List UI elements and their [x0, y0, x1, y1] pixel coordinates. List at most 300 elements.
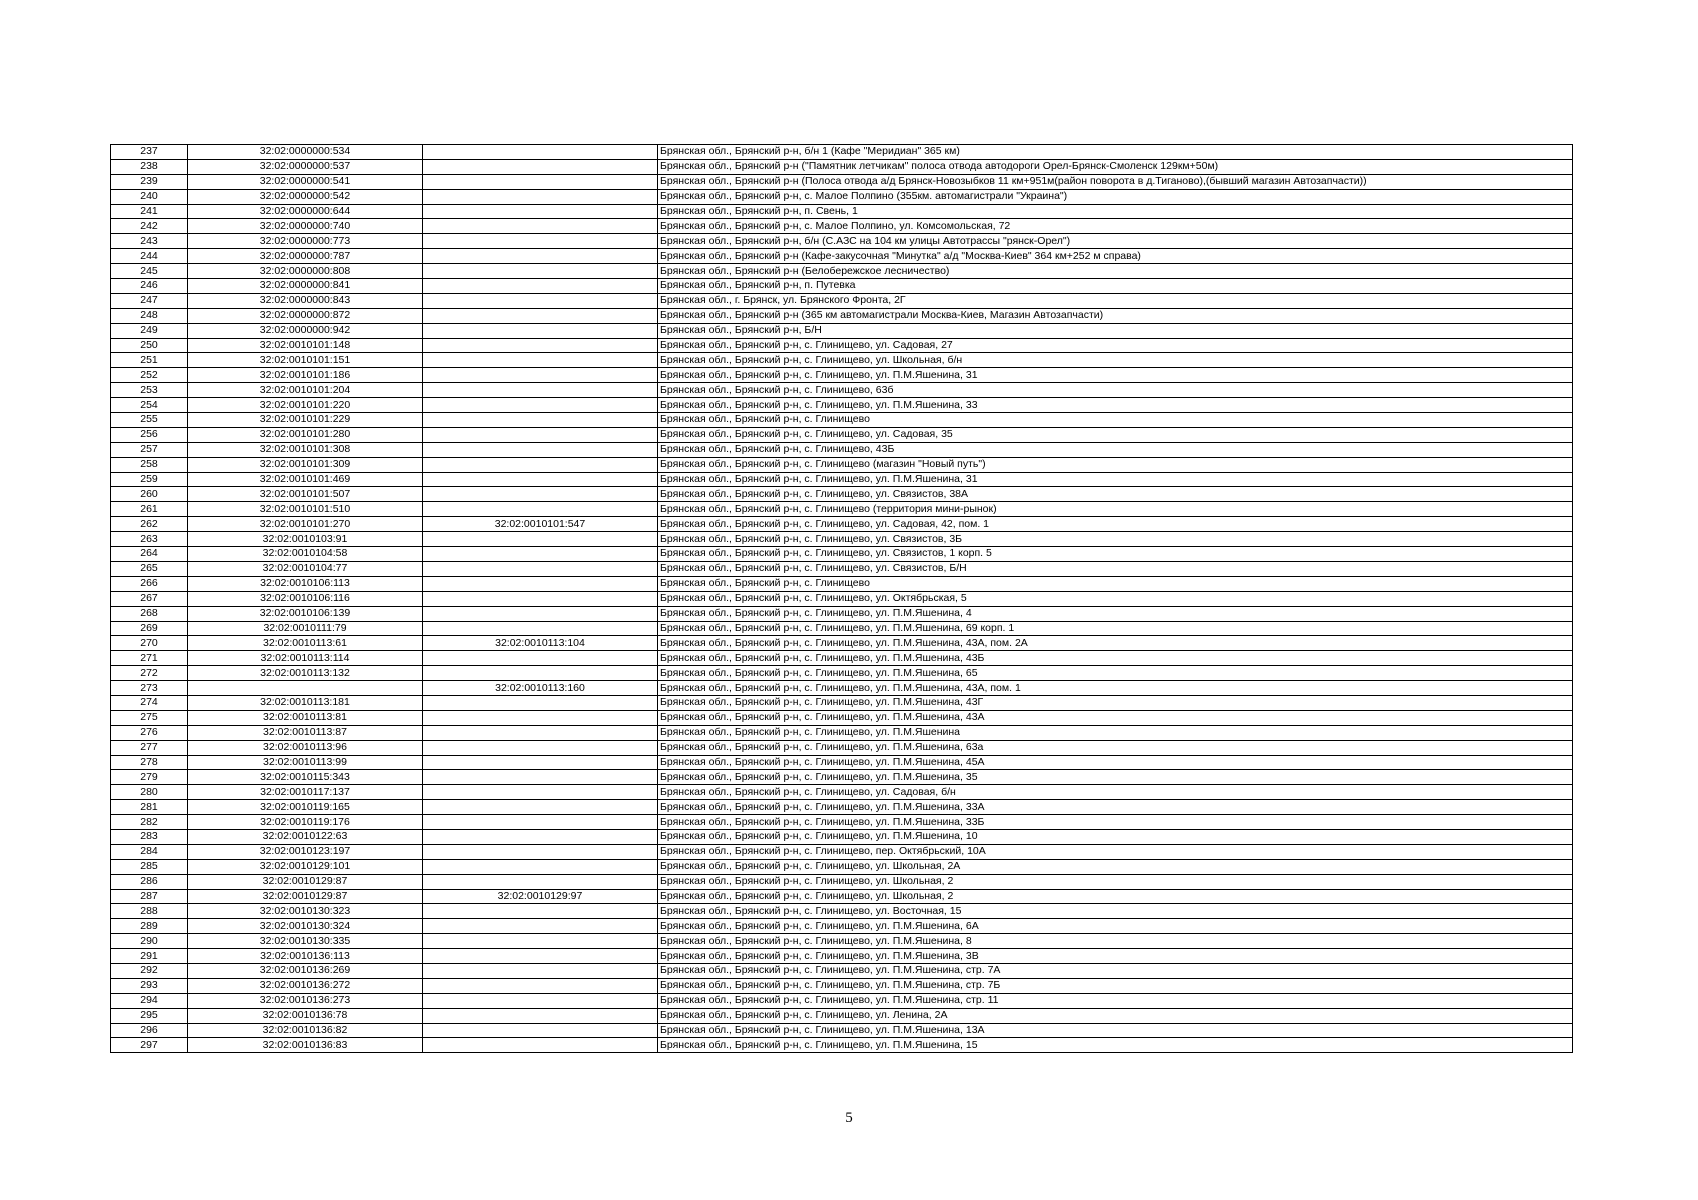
table-row: [111, 934, 1573, 949]
table-row: [111, 755, 1573, 770]
related-cadastral-number-cell: [423, 949, 658, 964]
row-number-cell: 262: [111, 517, 188, 532]
address-cell: Брянская обл., Брянский р-н, б/н (С.АЗС на 104 км улицы Автотрассы "рянск-Орел"): [658, 234, 1573, 249]
row-number-cell: 256: [111, 427, 188, 442]
related-cadastral-number-cell: [423, 308, 658, 323]
row-number-cell: 240: [111, 189, 188, 204]
cadastral-number-cell: 32:02:0010101:309: [188, 457, 423, 472]
table-row: [111, 651, 1573, 666]
related-cadastral-number-cell: [423, 234, 658, 249]
table-row: [111, 547, 1573, 562]
related-cadastral-number-cell: [423, 770, 658, 785]
related-cadastral-number-cell: 32:02:0010113:160: [423, 681, 658, 696]
row-number-cell: 260: [111, 487, 188, 502]
table-row: [111, 427, 1573, 442]
table-row: [111, 264, 1573, 279]
row-number-cell: 274: [111, 695, 188, 710]
table-row: [111, 874, 1573, 889]
cadastral-number-cell: 32:02:0000000:787: [188, 249, 423, 264]
address-cell: Брянская обл., Брянский р-н, с. Глинищево, ул. Школьная, 2: [658, 889, 1573, 904]
address-cell: Брянская обл., Брянский р-н, с. Глинищево, ул. П.М.Яшенина, 43Г: [658, 695, 1573, 710]
table-row: [111, 591, 1573, 606]
row-number-cell: 263: [111, 532, 188, 547]
address-cell: Брянская обл., Брянский р-н, с. Глинищево: [658, 576, 1573, 591]
related-cadastral-number-cell: [423, 383, 658, 398]
cadastral-number-cell: 32:02:0010129:101: [188, 859, 423, 874]
cadastral-number-cell: 32:02:0010113:114: [188, 651, 423, 666]
row-number-cell: 278: [111, 755, 188, 770]
related-cadastral-number-cell: [423, 963, 658, 978]
row-number-cell: 288: [111, 904, 188, 919]
row-number-cell: 247: [111, 293, 188, 308]
cadastral-number-cell: 32:02:0000000:841: [188, 279, 423, 294]
row-number-cell: 255: [111, 413, 188, 428]
address-cell: Брянская обл., Брянский р-н, с. Глинищево (магазин "Новый путь"): [658, 457, 1573, 472]
related-cadastral-number-cell: [423, 591, 658, 606]
table-row: [111, 457, 1573, 472]
cadastral-number-cell: 32:02:0010136:272: [188, 978, 423, 993]
address-cell: Брянская обл., Брянский р-н, с. Глинищево, ул. П.М.Яшенина, 15: [658, 1038, 1573, 1053]
row-number-cell: 273: [111, 681, 188, 696]
cadastral-number-cell: 32:02:0010104:58: [188, 547, 423, 562]
cadastral-number-cell: 32:02:0010101:469: [188, 472, 423, 487]
related-cadastral-number-cell: [423, 710, 658, 725]
cadastral-number-cell: 32:02:0010101:308: [188, 442, 423, 457]
cadastral-number-cell: 32:02:0010113:96: [188, 740, 423, 755]
table-row: [111, 279, 1573, 294]
cadastral-number-cell: 32:02:0010136:113: [188, 949, 423, 964]
table-row: [111, 1008, 1573, 1023]
table-row: [111, 859, 1573, 874]
table-row: [111, 710, 1573, 725]
cadastral-number-cell: 32:02:0010101:186: [188, 368, 423, 383]
row-number-cell: 258: [111, 457, 188, 472]
address-cell: Брянская обл., Брянский р-н, с. Глинищево, ул. П.М.Яшенина, 33Б: [658, 815, 1573, 830]
row-number-cell: 269: [111, 621, 188, 636]
table-row: [111, 159, 1573, 174]
related-cadastral-number-cell: [423, 815, 658, 830]
address-cell: Брянская обл., Брянский р-н, с. Глинищево, пер. Октябрьский, 10А: [658, 844, 1573, 859]
address-cell: Брянская обл., Брянский р-н, с. Глинищево, 43Б: [658, 442, 1573, 457]
row-number-cell: 296: [111, 1023, 188, 1038]
cadastral-number-cell: 32:02:0000000:773: [188, 234, 423, 249]
row-number-cell: 272: [111, 666, 188, 681]
cadastral-number-cell: 32:02:0000000:740: [188, 219, 423, 234]
address-cell: Брянская обл., Брянский р-н, с. Глинищево, ул. Связистов, 38А: [658, 487, 1573, 502]
table-row: [111, 517, 1573, 532]
table-row: [111, 189, 1573, 204]
related-cadastral-number-cell: [423, 785, 658, 800]
address-cell: Брянская обл., Брянский р-н, с. Глинищево, ул. Связистов, 1 корп. 5: [658, 547, 1573, 562]
table-row: [111, 725, 1573, 740]
cadastral-number-cell: 32:02:0010106:113: [188, 576, 423, 591]
address-cell: Брянская обл., Брянский р-н, с. Глинищево, ул. Школьная, 2А: [658, 859, 1573, 874]
related-cadastral-number-cell: [423, 844, 658, 859]
address-cell: Брянская обл., Брянский р-н, Б/Н: [658, 323, 1573, 338]
address-cell: Брянская обл., Брянский р-н, с. Малое Полпино, ул. Комсомольская, 72: [658, 219, 1573, 234]
cadastral-number-cell: 32:02:0010129:87: [188, 874, 423, 889]
related-cadastral-number-cell: [423, 666, 658, 681]
cadastral-number-cell: 32:02:0010106:116: [188, 591, 423, 606]
related-cadastral-number-cell: [423, 279, 658, 294]
table-row: [111, 249, 1573, 264]
cadastral-number-cell: 32:02:0000000:542: [188, 189, 423, 204]
cadastral-number-cell: 32:02:0000000:843: [188, 293, 423, 308]
registry-table-body: [111, 145, 1573, 1053]
cadastral-number-cell: 32:02:0000000:808: [188, 264, 423, 279]
related-cadastral-number-cell: [423, 621, 658, 636]
cadastral-number-cell: 32:02:0010101:220: [188, 398, 423, 413]
table-row: [111, 234, 1573, 249]
related-cadastral-number-cell: [423, 249, 658, 264]
cadastral-number-cell: 32:02:0010101:204: [188, 383, 423, 398]
related-cadastral-number-cell: [423, 1038, 658, 1053]
address-cell: Брянская обл., Брянский р-н, с. Глинищево, ул. Садовая, 42, пом. 1: [658, 517, 1573, 532]
related-cadastral-number-cell: [423, 800, 658, 815]
address-cell: Брянская обл., Брянский р-н, с. Глинищево, ул. Связистов, Б/Н: [658, 561, 1573, 576]
registry-table: [110, 144, 1573, 1053]
address-cell: Брянская обл., Брянский р-н, с. Глинищево, ул. П.М.Яшенина, 31: [658, 472, 1573, 487]
cadastral-number-cell: 32:02:0010113:181: [188, 695, 423, 710]
cadastral-number-cell: 32:02:0010136:269: [188, 963, 423, 978]
address-cell: Брянская обл., Брянский р-н, с. Глинищево, ул. П.М.Яшенина, 69 корп. 1: [658, 621, 1573, 636]
table-row: [111, 889, 1573, 904]
table-row: [111, 398, 1573, 413]
address-cell: Брянская обл., Брянский р-н, с. Глинищево, ул. П.М.Яшенина, 8: [658, 934, 1573, 949]
cadastral-number-cell: 32:02:0010136:273: [188, 993, 423, 1008]
cadastral-number-cell: 32:02:0000000:534: [188, 145, 423, 160]
cadastral-number-cell: 32:02:0010130:335: [188, 934, 423, 949]
row-number-cell: 257: [111, 442, 188, 457]
address-cell: Брянская обл., Брянский р-н, с. Глинищево, ул. Садовая, б/н: [658, 785, 1573, 800]
row-number-cell: 283: [111, 829, 188, 844]
related-cadastral-number-cell: [423, 919, 658, 934]
table-row: [111, 606, 1573, 621]
row-number-cell: 261: [111, 502, 188, 517]
address-cell: Брянская обл., Брянский р-н, с. Глинищево, ул. П.М.Яшенина, 35: [658, 770, 1573, 785]
row-number-cell: 250: [111, 338, 188, 353]
cadastral-number-cell: 32:02:0010119:165: [188, 800, 423, 815]
address-cell: Брянская обл., Брянский р-н, с. Глинищево, ул. П.М.Яшенина, 45А: [658, 755, 1573, 770]
address-cell: Брянская обл., Брянский р-н, с. Глинищево, ул. П.М.Яшенина, 33: [658, 398, 1573, 413]
cadastral-number-cell: 32:02:0010136:83: [188, 1038, 423, 1053]
related-cadastral-number-cell: [423, 755, 658, 770]
table-row: [111, 174, 1573, 189]
row-number-cell: 268: [111, 606, 188, 621]
cadastral-number-cell: 32:02:0010117:137: [188, 785, 423, 800]
table-row: [111, 338, 1573, 353]
table-row: [111, 576, 1573, 591]
table-row: [111, 561, 1573, 576]
row-number-cell: 246: [111, 279, 188, 294]
row-number-cell: 280: [111, 785, 188, 800]
address-cell: Брянская обл., Брянский р-н, с. Глинищево, ул. П.М.Яшенина, стр. 7А: [658, 963, 1573, 978]
cadastral-number-cell: 32:02:0010101:151: [188, 353, 423, 368]
related-cadastral-number-cell: [423, 338, 658, 353]
address-cell: Брянская обл., Брянский р-н, с. Глинищево, ул. П.М.Яшенина, 43А, пом. 2А: [658, 636, 1573, 651]
cadastral-number-cell: 32:02:0010113:99: [188, 755, 423, 770]
row-number-cell: 277: [111, 740, 188, 755]
related-cadastral-number-cell: [423, 487, 658, 502]
table-row: [111, 949, 1573, 964]
related-cadastral-number-cell: [423, 904, 658, 919]
table-row: [111, 383, 1573, 398]
row-number-cell: 295: [111, 1008, 188, 1023]
row-number-cell: 284: [111, 844, 188, 859]
related-cadastral-number-cell: [423, 159, 658, 174]
related-cadastral-number-cell: [423, 829, 658, 844]
row-number-cell: 276: [111, 725, 188, 740]
related-cadastral-number-cell: [423, 740, 658, 755]
cadastral-number-cell: 32:02:0000000:541: [188, 174, 423, 189]
row-number-cell: 238: [111, 159, 188, 174]
row-number-cell: 249: [111, 323, 188, 338]
related-cadastral-number-cell: [423, 174, 658, 189]
row-number-cell: 292: [111, 963, 188, 978]
address-cell: Брянская обл., Брянский р-н, с. Глинищево, ул. Школьная, 2: [658, 874, 1573, 889]
table-row: [111, 829, 1573, 844]
cadastral-number-cell: 32:02:0010101:229: [188, 413, 423, 428]
related-cadastral-number-cell: [423, 189, 658, 204]
table-row: [111, 993, 1573, 1008]
table-row: [111, 621, 1573, 636]
table-row: [111, 1038, 1573, 1053]
row-number-cell: 290: [111, 934, 188, 949]
table-row: [111, 308, 1573, 323]
address-cell: Брянская обл., Брянский р-н, с. Глинищево, ул. Восточная, 15: [658, 904, 1573, 919]
cadastral-number-cell: 32:02:0010101:280: [188, 427, 423, 442]
table-row: [111, 472, 1573, 487]
row-number-cell: 271: [111, 651, 188, 666]
row-number-cell: 282: [111, 815, 188, 830]
related-cadastral-number-cell: [423, 547, 658, 562]
address-cell: Брянская обл., Брянский р-н, с. Глинищево, ул. Садовая, 27: [658, 338, 1573, 353]
related-cadastral-number-cell: [423, 934, 658, 949]
row-number-cell: 265: [111, 561, 188, 576]
table-row: [111, 636, 1573, 651]
related-cadastral-number-cell: [423, 561, 658, 576]
row-number-cell: 245: [111, 264, 188, 279]
cadastral-number-cell: 32:02:0010103:91: [188, 532, 423, 547]
table-row: [111, 919, 1573, 934]
row-number-cell: 251: [111, 353, 188, 368]
row-number-cell: 241: [111, 204, 188, 219]
cadastral-number-cell: 32:02:0000000:537: [188, 159, 423, 174]
row-number-cell: 242: [111, 219, 188, 234]
related-cadastral-number-cell: [423, 204, 658, 219]
cadastral-number-cell: 32:02:0010104:77: [188, 561, 423, 576]
related-cadastral-number-cell: [423, 651, 658, 666]
table-row: [111, 904, 1573, 919]
row-number-cell: 289: [111, 919, 188, 934]
address-cell: Брянская обл., Брянский р-н (Белобережское лесничество): [658, 264, 1573, 279]
related-cadastral-number-cell: [423, 264, 658, 279]
cadastral-number-cell: 32:02:0010111:79: [188, 621, 423, 636]
row-number-cell: 286: [111, 874, 188, 889]
cadastral-number-cell: 32:02:0000000:942: [188, 323, 423, 338]
address-cell: Брянская обл., Брянский р-н, с. Глинищево, ул. Связистов, 3Б: [658, 532, 1573, 547]
page-number: 5: [845, 1110, 853, 1126]
address-cell: Брянская обл., Брянский р-н, с. Глинищево, ул. П.М.Яшенина, 63а: [658, 740, 1573, 755]
cadastral-number-cell: 32:02:0010119:176: [188, 815, 423, 830]
row-number-cell: 239: [111, 174, 188, 189]
related-cadastral-number-cell: [423, 993, 658, 1008]
related-cadastral-number-cell: [423, 427, 658, 442]
cadastral-number-cell: 32:02:0010136:82: [188, 1023, 423, 1038]
related-cadastral-number-cell: [423, 978, 658, 993]
cadastral-number-cell: [188, 681, 423, 696]
cadastral-number-cell: 32:02:0010123:197: [188, 844, 423, 859]
related-cadastral-number-cell: [423, 874, 658, 889]
address-cell: Брянская обл., Брянский р-н, с. Глинищево, ул. П.М.Яшенина: [658, 725, 1573, 740]
table-row: [111, 204, 1573, 219]
related-cadastral-number-cell: [423, 1023, 658, 1038]
related-cadastral-number-cell: [423, 442, 658, 457]
address-cell: Брянская обл., Брянский р-н, с. Глинищево, ул. П.М.Яшенина, 10: [658, 829, 1573, 844]
related-cadastral-number-cell: [423, 606, 658, 621]
related-cadastral-number-cell: [423, 353, 658, 368]
table-row: [111, 145, 1573, 160]
address-cell: Брянская обл., Брянский р-н, с. Глинищево (территория мини-рынок): [658, 502, 1573, 517]
row-number-cell: 297: [111, 1038, 188, 1053]
table-row: [111, 800, 1573, 815]
address-cell: Брянская обл., Брянский р-н, с. Глинищево, ул. П.М.Яшенина, 43А: [658, 710, 1573, 725]
related-cadastral-number-cell: [423, 576, 658, 591]
table-row: [111, 740, 1573, 755]
row-number-cell: 279: [111, 770, 188, 785]
address-cell: Брянская обл., Брянский р-н, с. Глинищево, ул. П.М.Яшенина, 33А: [658, 800, 1573, 815]
cadastral-number-cell: 32:02:0010101:507: [188, 487, 423, 502]
cadastral-number-cell: 32:02:0010122:63: [188, 829, 423, 844]
related-cadastral-number-cell: [423, 532, 658, 547]
address-cell: Брянская обл., Брянский р-н, с. Глинищево, 63б: [658, 383, 1573, 398]
cadastral-number-cell: 32:02:0000000:872: [188, 308, 423, 323]
address-cell: Брянская обл., Брянский р-н, с. Глинищево, ул. П.М.Яшенина, 6А: [658, 919, 1573, 934]
related-cadastral-number-cell: [423, 502, 658, 517]
table-row: [111, 532, 1573, 547]
address-cell: Брянская обл., Брянский р-н, п. Путевка: [658, 279, 1573, 294]
related-cadastral-number-cell: [423, 859, 658, 874]
address-cell: Брянская обл., Брянский р-н, с. Глинищево, ул. П.М.Яшенина, 4: [658, 606, 1573, 621]
address-cell: Брянская обл., Брянский р-н, с. Глинищево, ул. Садовая, 35: [658, 427, 1573, 442]
table-row: [111, 815, 1573, 830]
address-cell: Брянская обл., Брянский р-н, с. Глинищево, ул. П.М.Яшенина, стр. 7Б: [658, 978, 1573, 993]
row-number-cell: 259: [111, 472, 188, 487]
table-row: [111, 487, 1573, 502]
row-number-cell: 243: [111, 234, 188, 249]
related-cadastral-number-cell: [423, 219, 658, 234]
row-number-cell: 266: [111, 576, 188, 591]
related-cadastral-number-cell: [423, 695, 658, 710]
related-cadastral-number-cell: [423, 398, 658, 413]
row-number-cell: 253: [111, 383, 188, 398]
related-cadastral-number-cell: [423, 293, 658, 308]
table-row: [111, 442, 1573, 457]
cadastral-number-cell: 32:02:0010130:323: [188, 904, 423, 919]
row-number-cell: 285: [111, 859, 188, 874]
table-row: [111, 963, 1573, 978]
related-cadastral-number-cell: [423, 323, 658, 338]
related-cadastral-number-cell: 32:02:0010101:547: [423, 517, 658, 532]
cadastral-number-cell: 32:02:0010115:343: [188, 770, 423, 785]
row-number-cell: 267: [111, 591, 188, 606]
row-number-cell: 293: [111, 978, 188, 993]
cadastral-number-cell: 32:02:0010101:510: [188, 502, 423, 517]
table-row: [111, 293, 1573, 308]
address-cell: Брянская обл., Брянский р-н, с. Глинищево: [658, 413, 1573, 428]
row-number-cell: 287: [111, 889, 188, 904]
related-cadastral-number-cell: [423, 1008, 658, 1023]
cadastral-number-cell: 32:02:0010101:270: [188, 517, 423, 532]
table-row: [111, 770, 1573, 785]
row-number-cell: 294: [111, 993, 188, 1008]
cadastral-number-cell: 32:02:0010113:61: [188, 636, 423, 651]
address-cell: Брянская обл., Брянский р-н, б/н 1 (Кафе "Меридиан" 365 км): [658, 145, 1573, 160]
table-row: [111, 666, 1573, 681]
table-row: [111, 978, 1573, 993]
cadastral-number-cell: 32:02:0010113:87: [188, 725, 423, 740]
table-row: [111, 681, 1573, 696]
address-cell: Брянская обл., Брянский р-н (Кафе-закусочная "Минутка" а/д "Москва-Киев" 364 км+252 м справа): [658, 249, 1573, 264]
address-cell: Брянская обл., Брянский р-н, с. Глинищево, ул. П.М.Яшенина, 43А, пом. 1: [658, 681, 1573, 696]
row-number-cell: 281: [111, 800, 188, 815]
address-cell: Брянская обл., Брянский р-н, с. Глинищево, ул. Октябрьская, 5: [658, 591, 1573, 606]
address-cell: Брянская обл., Брянский р-н, с. Глинищево, ул. Ленина, 2А: [658, 1008, 1573, 1023]
row-number-cell: 237: [111, 145, 188, 160]
related-cadastral-number-cell: [423, 368, 658, 383]
cadastral-number-cell: 32:02:0000000:644: [188, 204, 423, 219]
row-number-cell: 270: [111, 636, 188, 651]
address-cell: Брянская обл., Брянский р-н (365 км автомагистрали Москва-Киев, Магазин Автозапчасти): [658, 308, 1573, 323]
row-number-cell: 275: [111, 710, 188, 725]
related-cadastral-number-cell: [423, 725, 658, 740]
related-cadastral-number-cell: [423, 145, 658, 160]
cadastral-number-cell: 32:02:0010106:139: [188, 606, 423, 621]
related-cadastral-number-cell: 32:02:0010113:104: [423, 636, 658, 651]
related-cadastral-number-cell: [423, 413, 658, 428]
table-row: [111, 219, 1573, 234]
cadastral-number-cell: 32:02:0010113:132: [188, 666, 423, 681]
address-cell: Брянская обл., Брянский р-н (Полоса отвода а/д Брянск-Новозыбков 11 км+951м(район поворота в д.Тиганово),(бывший магазин Автозапчасти)): [658, 174, 1573, 189]
cadastral-number-cell: 32:02:0010101:148: [188, 338, 423, 353]
related-cadastral-number-cell: [423, 472, 658, 487]
address-cell: Брянская обл., Брянский р-н, с. Глинищево, ул. П.М.Яшенина, 13А: [658, 1023, 1573, 1038]
related-cadastral-number-cell: 32:02:0010129:97: [423, 889, 658, 904]
row-number-cell: 244: [111, 249, 188, 264]
row-number-cell: 291: [111, 949, 188, 964]
table-row: [111, 323, 1573, 338]
row-number-cell: 252: [111, 368, 188, 383]
related-cadastral-number-cell: [423, 457, 658, 472]
table-row: [111, 368, 1573, 383]
table-row: [111, 1023, 1573, 1038]
cadastral-number-cell: 32:02:0010129:87: [188, 889, 423, 904]
table-row: [111, 785, 1573, 800]
address-cell: Брянская обл., Брянский р-н ("Памятник летчикам" полоса отвода автодороги Орел-Брянск-Смоленск 129км+50м): [658, 159, 1573, 174]
address-cell: Брянская обл., Брянский р-н, с. Глинищево, ул. Школьная, б/н: [658, 353, 1573, 368]
cadastral-number-cell: 32:02:0010136:78: [188, 1008, 423, 1023]
table-row: [111, 844, 1573, 859]
table-row: [111, 695, 1573, 710]
address-cell: Брянская обл., Брянский р-н, с. Глинищево, ул. П.М.Яшенина, стр. 11: [658, 993, 1573, 1008]
address-cell: Брянская обл., Брянский р-н, п. Свень, 1: [658, 204, 1573, 219]
address-cell: Брянская обл., Брянский р-н, с. Глинищево, ул. П.М.Яшенина, 65: [658, 666, 1573, 681]
address-cell: Брянская обл., Брянский р-н, с. Глинищево, ул. П.М.Яшенина, 31: [658, 368, 1573, 383]
address-cell: Брянская обл., Брянский р-н, с. Глинищево, ул. П.М.Яшенина, 43Б: [658, 651, 1573, 666]
address-cell: Брянская обл., Брянский р-н, с. Малое Полпино (355км. автомагистрали "Украина"): [658, 189, 1573, 204]
cadastral-number-cell: 32:02:0010130:324: [188, 919, 423, 934]
address-cell: Брянская обл., Брянский р-н, с. Глинищево, ул. П.М.Яшенина, 3В: [658, 949, 1573, 964]
